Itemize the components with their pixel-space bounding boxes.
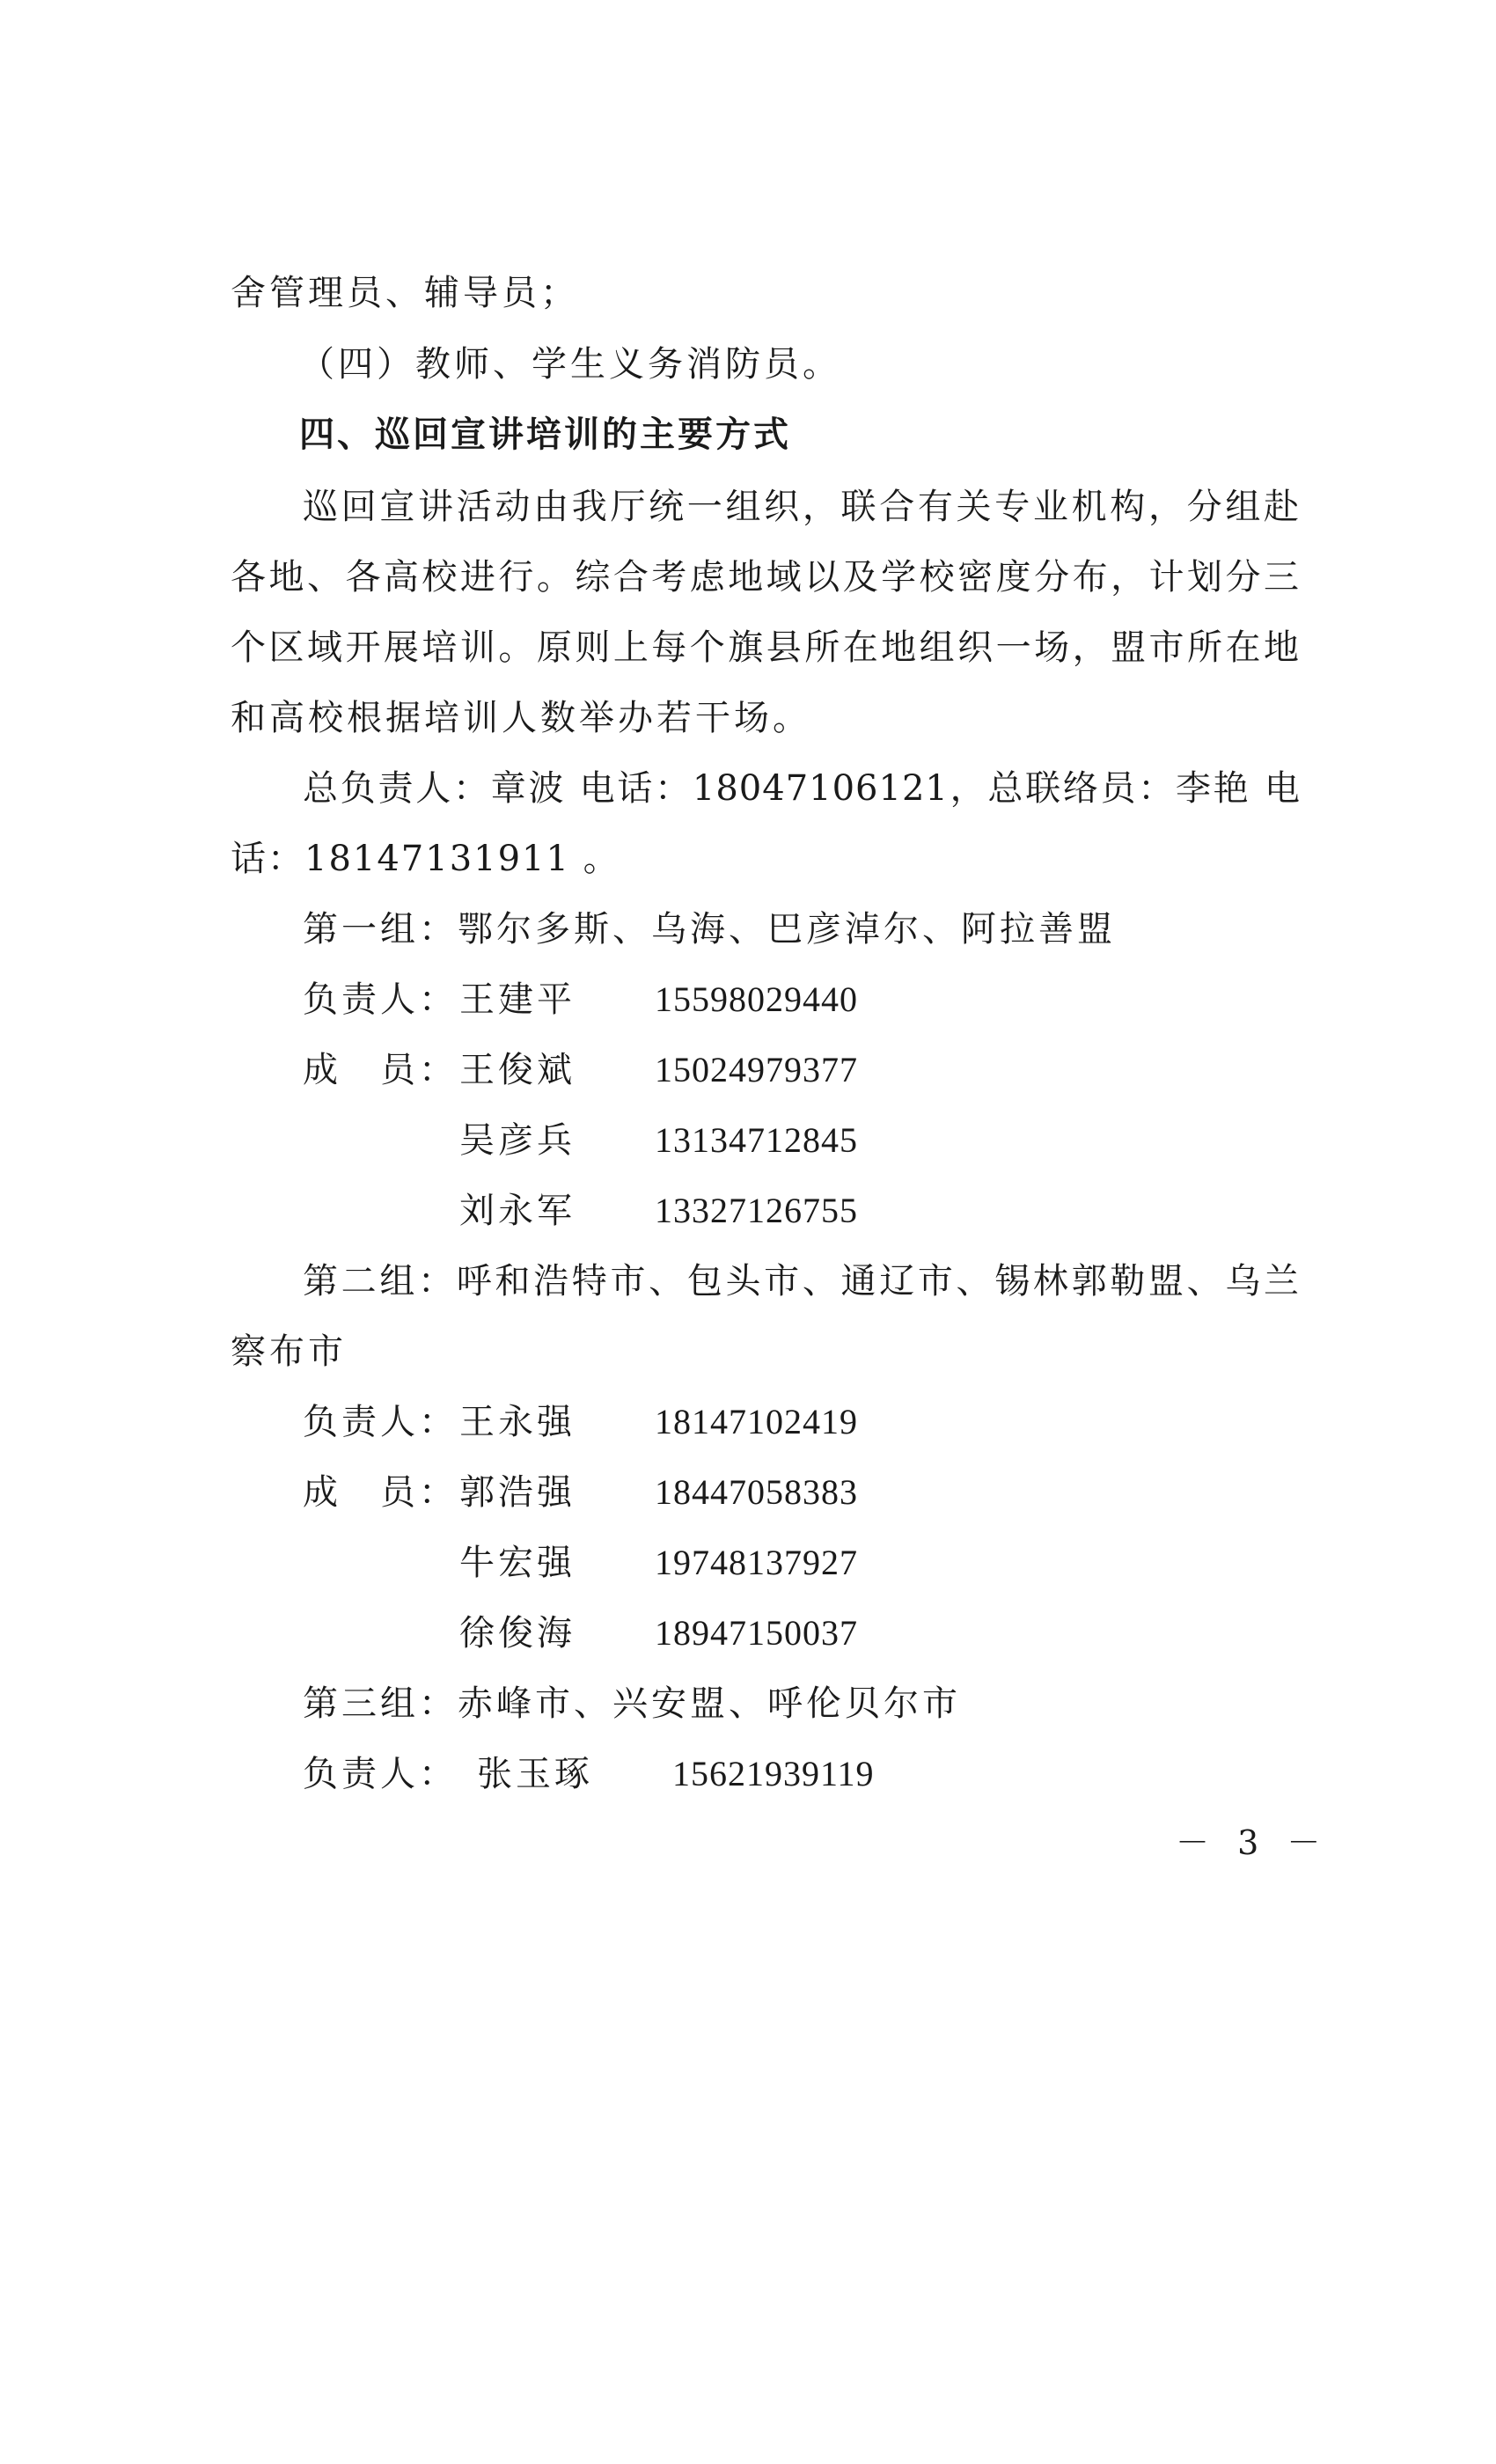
leader-name: 王建平 [459,979,576,1020]
leader-label: 负责人： [303,1754,458,1794]
paragraph-line-2: 各地、各高校进行。综合考虑地域以及学校密度分布，计划分三 [231,557,1301,598]
group1-member-row [0,1116,1496,1165]
member-phone: 18447058383 [655,1472,858,1512]
group2-member-row [0,1609,1496,1658]
leader-phone: 15621939119 [672,1754,875,1793]
member-phone: 13327126755 [655,1191,858,1230]
member-phone: 18947150037 [655,1613,858,1653]
page-number: － 3 － [1176,1823,1330,1862]
group1-title: 第一组：鄂尔多斯、乌海、巴彦淖尔、阿拉善盟 [303,909,1116,950]
text-line-1: 舍管理员、辅导员； [231,273,579,313]
leader-label: 负责人： [303,979,458,1020]
contact-line-1: 总负责人：章波 电话：18047106121，总联络员：李艳 电 [303,768,1301,809]
group2-leader-row [0,1397,1496,1447]
paragraph-line-3: 个区域开展培训。原则上每个旗县所在地组织一场，盟市所在地 [231,627,1301,668]
group2-member-row [0,1538,1496,1588]
member-phone: 13134712845 [655,1120,858,1160]
group2-member-row [0,1468,1496,1517]
leader-phone: 15598029440 [655,979,858,1019]
group1-leader-row [0,975,1496,1024]
member-name: 牛宏强 [459,1543,576,1583]
section-heading: 四、巡回宣讲培训的主要方式 [299,414,791,455]
group2-title-line-2: 察布市 [231,1331,347,1372]
group1-member-row [0,1186,1496,1236]
member-phone: 15024979377 [655,1050,858,1089]
contact-line-2: 话：18147131911 。 [231,839,620,879]
group3-leader-row [0,1749,1496,1799]
paragraph-line-1: 巡回宣讲活动由我厅统一组织，联合有关专业机构，分组赴 [303,487,1301,527]
member-name: 郭浩强 [459,1472,576,1513]
group1-member-row [0,1045,1496,1095]
member-name: 徐俊海 [459,1613,576,1654]
paragraph-line-4: 和高校根据培训人数举办若干场。 [231,698,811,738]
text-line-2: （四）教师、学生义务消防员。 [299,344,841,385]
member-phone: 19748137927 [655,1543,858,1582]
group2-title-line-1: 第二组：呼和浩特市、包头市、通辽市、锡林郭勒盟、乌兰 [303,1261,1301,1302]
member-name: 王俊斌 [459,1050,576,1090]
member-name: 吴彦兵 [459,1120,576,1161]
leader-name: 王永强 [459,1402,576,1442]
leader-phone: 18147102419 [655,1402,858,1441]
member-label: 成 员： [303,1050,458,1090]
leader-label: 负责人： [303,1402,458,1442]
member-name: 刘永军 [459,1191,576,1231]
group3-title: 第三组：赤峰市、兴安盟、呼伦贝尔市 [303,1683,961,1724]
leader-name: 张玉琢 [477,1754,593,1794]
member-label: 成 员： [303,1472,458,1513]
